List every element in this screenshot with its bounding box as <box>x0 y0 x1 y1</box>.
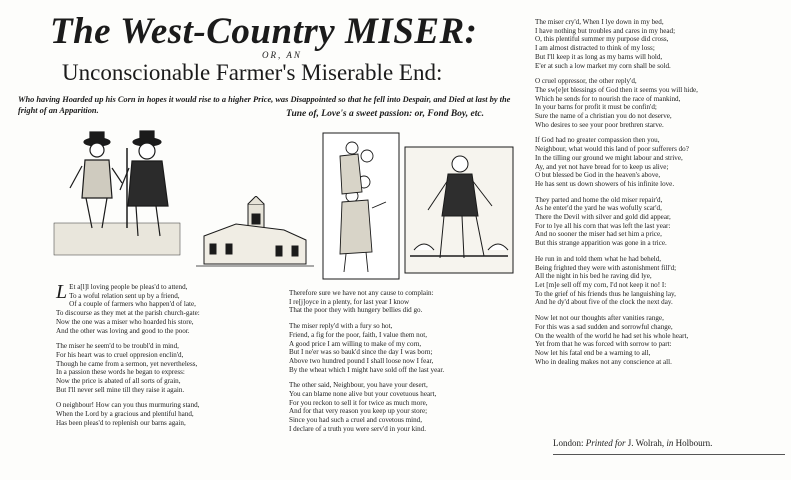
verse-line: I declare of a truth you were serv'd in your kind. <box>289 424 426 433</box>
verse-line: Who desires to see your poor brethren starve. <box>535 120 664 129</box>
verse-line: To discourse as they met at the parish church-gate: <box>56 309 200 318</box>
stanza <box>535 77 785 129</box>
verse-line: Sure the name of a christian you do not deserve, <box>535 112 672 121</box>
verse-line: E'er at such a low market my corn shall be sold. <box>535 61 671 70</box>
verse-line: Has been pleas'd to replenish our barns again, <box>56 418 186 427</box>
verse-line: He run in and told them what he had beheld, <box>535 254 662 263</box>
or-connector: OR, AN <box>262 50 302 60</box>
ballad-title: The West-Country MISER: <box>50 11 478 52</box>
verse-line: But I'll never sell mine till they raise it again. <box>56 385 185 394</box>
verse-line: On the wealth of the world he had set his whole heart, <box>535 331 689 340</box>
verse-line: O cruel oppressor, the other reply'd, <box>535 77 637 86</box>
woodcut-church <box>196 196 314 276</box>
stanza <box>535 255 785 307</box>
ballad-subtitle: Unconscionable Farmer's Miserable End: <box>62 60 443 85</box>
verse-line: If God had no greater compassion then you, <box>535 136 660 145</box>
verse-line: For his heart was to cruel oppresion enclin'd, <box>56 350 184 359</box>
imprint-printed-for: Printed for <box>585 438 626 448</box>
verse-line: Now let not our thoughts after vanities range, <box>535 314 664 323</box>
verse-column-1 <box>56 283 266 435</box>
verse-line: And he dy'd about five of the clock the next day. <box>535 298 673 307</box>
verse-line: Let [m]e sell off my corn, I'd not keep it no! I: <box>535 280 667 289</box>
verse-line: Et a[l]l loving people be pleas'd to attend, <box>69 283 188 291</box>
verse-line: I have nothing but troubles and cares in my head; <box>535 26 676 35</box>
verse-line: Therefore sure we have not any cause to complain: <box>289 289 434 297</box>
stanza <box>289 289 509 315</box>
verse-line: Above two hundred pound I shall loose now I fear, <box>289 356 434 365</box>
verse-line: And the other was loving and good to the poor. <box>56 326 190 335</box>
imprint <box>553 438 712 448</box>
verse-line: All the night in his bed he raving did lye, <box>535 272 652 281</box>
verse-line: He has sent us down showers of his infinite love. <box>535 179 675 188</box>
stanza <box>535 196 785 248</box>
verse-line: You can blame none alive but your covetuous heart, <box>289 390 437 399</box>
verse-line: The miser reply'd with a fury so hot, <box>289 322 393 331</box>
verse-line: Now the one was a miser who hoarded his store, <box>56 317 194 326</box>
stanza <box>56 283 266 335</box>
woodcut-procession <box>322 132 400 280</box>
woodcut-apparition <box>404 146 514 274</box>
verse-line: In the tilling our ground we might labour and strive, <box>535 153 683 162</box>
stanza <box>56 342 266 394</box>
verse-line: I am almost distracted to think of my loss; <box>535 44 655 53</box>
verse-column-3 <box>535 18 785 373</box>
verse-line: But this strange apparition was gone in a trice. <box>535 239 667 248</box>
verse-line: Neighbour, what would this land of poor sufferers do? <box>535 145 689 154</box>
verse-line: Now the price is abated of all sorts of grain, <box>56 377 181 386</box>
verse-line: Which he sends for to nourish the race of mankind, <box>535 94 681 103</box>
verse-line: Yet from that he was forced with sorrow to part: <box>535 340 672 349</box>
verse-line: As he enter'd the yard he was wofully scar'd, <box>535 204 662 213</box>
verse-line: I re[j]oyce in a plenty, for last year I know <box>289 297 410 306</box>
verse-line: To the grief of his friends thus he languishing lay, <box>535 289 676 298</box>
verse-line: O, this plentiful summer my purpose did cross, <box>535 35 669 44</box>
verse-line: Who in dealing makes not any conscience at all. <box>535 357 672 366</box>
verse-line: There the Devil with silver and gold did appear, <box>535 213 671 222</box>
stanza <box>535 136 785 188</box>
verse-line: For this was a sad sudden and sorrowful change, <box>535 322 673 331</box>
verse-line: Ay, and yet not have bread for to keep us alive; <box>535 162 669 171</box>
verse-line: Friend, a fig for the poor, faith, I value them not, <box>289 330 428 339</box>
stanza <box>56 401 266 427</box>
verse-line: By the wheat which I might have sold off the last year. <box>289 365 445 374</box>
woodcut-two-men <box>52 128 182 258</box>
verse-line: The miser cry'd, When I lye down in my bed, <box>535 18 664 26</box>
verse-column-2 <box>289 289 509 441</box>
imprint-printer: J. Wolrah, <box>625 438 667 448</box>
verse-line: A good price I am willing to make of my corn, <box>289 339 422 348</box>
verse-line: And no sooner the miser had set him a price, <box>535 230 662 239</box>
verse-line: When the Lord by a gracious and plentiful hand, <box>56 410 194 419</box>
verse-line: For you reckon to sell it for twice as much more, <box>289 398 428 407</box>
stanza <box>289 322 509 374</box>
stanza <box>289 381 509 433</box>
verse-line: Since you had such a cruel and covetous mind, <box>289 416 422 425</box>
verse-line: But I'll keep it as long as my barns will hold, <box>535 52 663 61</box>
verse-line: For to lye all his corn that was left the last year: <box>535 221 671 230</box>
stanza <box>535 18 785 70</box>
imprint-prefix: London: <box>553 438 586 448</box>
ballad-description: Who having Hoarded up his Corn in hopes it would rise to a higher Price, was Disappointed so that he fell into Despair, and Died at last by the fright of an Apparition. <box>18 95 511 115</box>
verse-line: Now let his fatal end be a warning to all, <box>535 348 651 357</box>
verse-line: The other said, Neighbour, you have your desert, <box>289 381 428 390</box>
verse-line: O but blessed be God in the heaven's above, <box>535 171 661 180</box>
verse-line: Being frighted they were with astonishment fill'd; <box>535 263 677 272</box>
imprint-rule <box>553 454 785 455</box>
verse-line: That the poor they with hungery bellies did go. <box>289 306 423 315</box>
verse-line: But I ne'er was so bauk'd since the day I was born; <box>289 348 433 357</box>
verse-line: Of a couple of farmers who happen'd of late, <box>69 300 196 309</box>
tune-line: Tune of, Love's a sweet passion: or, Fond Boy, etc. <box>286 109 484 119</box>
verse-line: In a passion these words he began to express: <box>56 368 185 377</box>
imprint-place: Holbourn. <box>673 438 713 448</box>
verse-line: And for that very reason you keep up your store; <box>289 407 428 416</box>
verse-line: The miser he seem'd to be troubl'd in mind, <box>56 342 179 351</box>
verse-line: They parted and home the old miser repair'd, <box>535 195 663 204</box>
verse-line: The sw[e]et blessings of God then it seems you will hide, <box>535 85 698 94</box>
verse-line: In your barns for profit it must be confin'd; <box>535 103 657 112</box>
stanza <box>535 314 785 366</box>
verse-line: Though he came from a sermon, yet nevertheless, <box>56 359 198 368</box>
verse-line: O neighbour! How can you thus murmuring stand, <box>56 401 200 410</box>
verse-line: To a woful relation sent up by a friend, <box>69 291 180 300</box>
imprint-in: in <box>666 438 674 448</box>
drop-capital: L <box>56 281 68 303</box>
